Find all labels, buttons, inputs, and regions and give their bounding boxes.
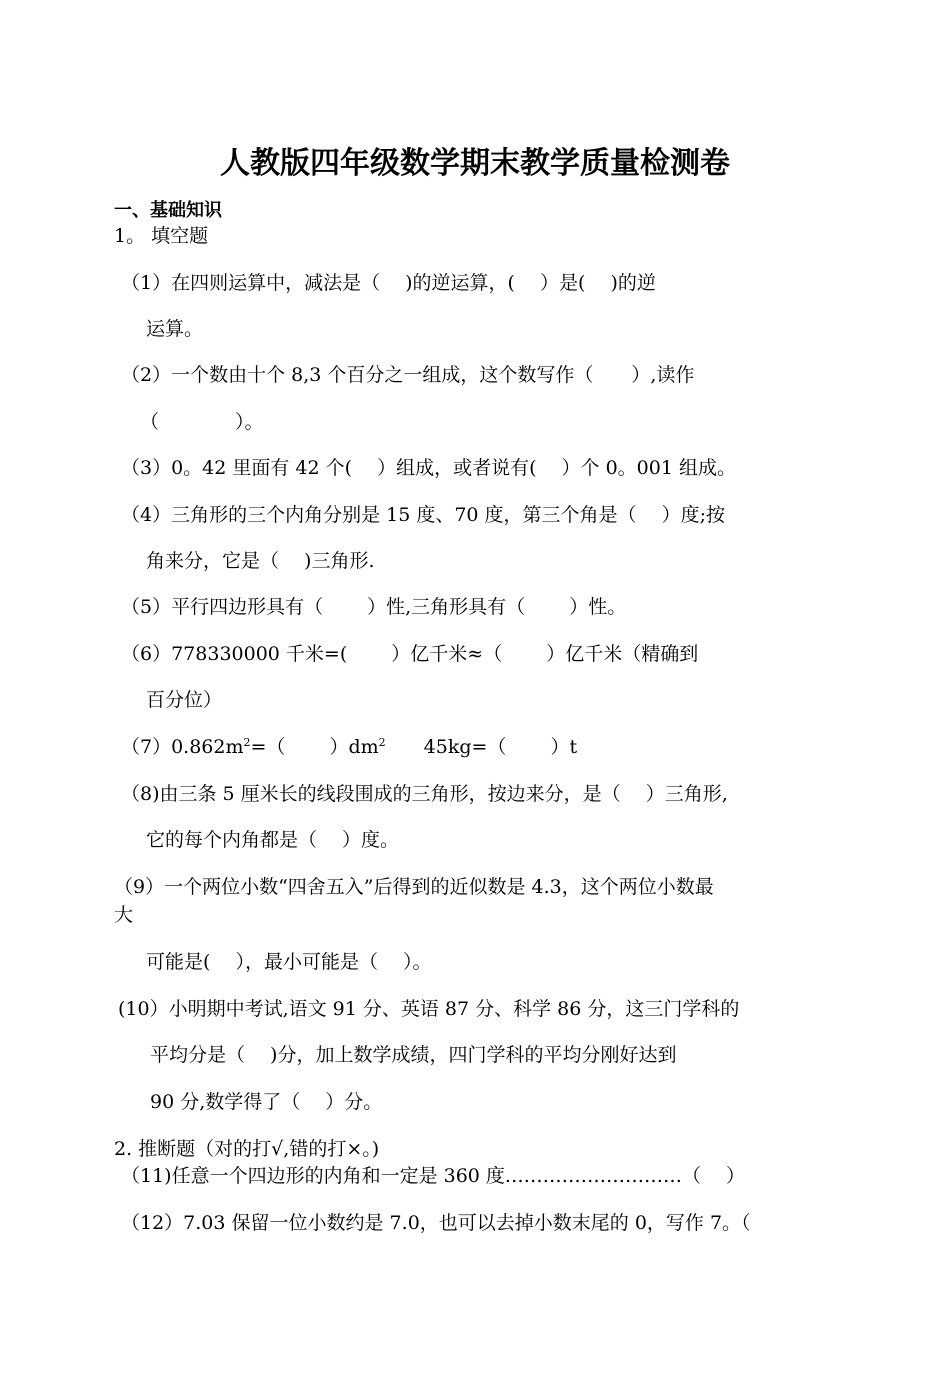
section-heading-judgement: 2. 推断题（对的打√,错的打×。): [114, 1138, 380, 1160]
item-10-line-3: 90 分,数学得了（ ）分。: [150, 1091, 383, 1113]
item-8-line-1: （8)由三条 5 厘米长的线段围成的三角形，按边来分，是（ ）三角形,: [121, 783, 728, 805]
item-12: （12）7.03 保留一位小数约是 7.0，也可以去掉小数末尾的 0，写作 7。（: [121, 1212, 751, 1234]
item-4-line-2: 角来分，它是（ )三角形.: [146, 550, 375, 572]
item-9-line-2: 大: [114, 904, 134, 926]
item-2-line-2: （ ）。: [140, 411, 264, 433]
item-4-line-1: （4）三角形的三个内角分别是 15 度、70 度，第三个角是（ ）度;按: [121, 504, 726, 526]
item-10-line-1: (10）小明期中考试,语文 91 分、英语 87 分、科学 86 分，这三门学科的: [118, 998, 740, 1020]
page-title: 人教版四年级数学期末教学质量检测卷: [220, 146, 730, 181]
item-8-line-2: 它的每个内角都是（ ）度。: [146, 829, 400, 851]
item-7-superscript-1: 2: [243, 736, 251, 749]
item-7-superscript-2: 2: [378, 736, 386, 749]
section-heading-basics: 一、基础知识: [114, 200, 222, 221]
item-7-text-post: 45kg=（ ）t: [385, 736, 578, 758]
item-10-line-2: 平均分是（ )分，加上数学成绩，四门学科的平均分刚好达到: [150, 1044, 677, 1066]
item-7: [121, 735, 577, 759]
item-5: （5）平行四边形具有（ ）性,三角形具有（ ）性。: [121, 596, 627, 618]
question-1-heading: 1。 填空题: [114, 225, 209, 247]
item-6-line-2: 百分位）: [146, 689, 223, 711]
item-9-line-1: （9）一个两位小数“四舍五入”后得到的近似数是 4.3，这个两位小数最: [114, 876, 714, 898]
item-7-text-mid: =（ ）dm: [250, 736, 379, 758]
item-2-line-1: （2）一个数由十个 8,3 个百分之一组成，这个数写作（ ）,读作: [121, 364, 695, 386]
item-7-text-pre: （7）0.862m: [121, 736, 244, 758]
item-3: （3）0。42 里面有 42 个( ）组成，或者说有( ）个 0。001 组成。: [121, 457, 736, 479]
item-6-line-1: （6）778330000 千米=( ）亿千米≈（ ）亿千米（精确到: [121, 643, 699, 665]
item-9-line-3: 可能是( ），最小可能是（ ）。: [146, 951, 432, 973]
item-11: （11)任意一个四边形的内角和一定是 360 度.………………………（ ）: [121, 1165, 746, 1187]
item-1-line-2: 运算。: [146, 318, 204, 340]
item-1-line-1: （1）在四则运算中，减法是（ )的逆运算，( ）是( )的逆: [121, 272, 656, 294]
